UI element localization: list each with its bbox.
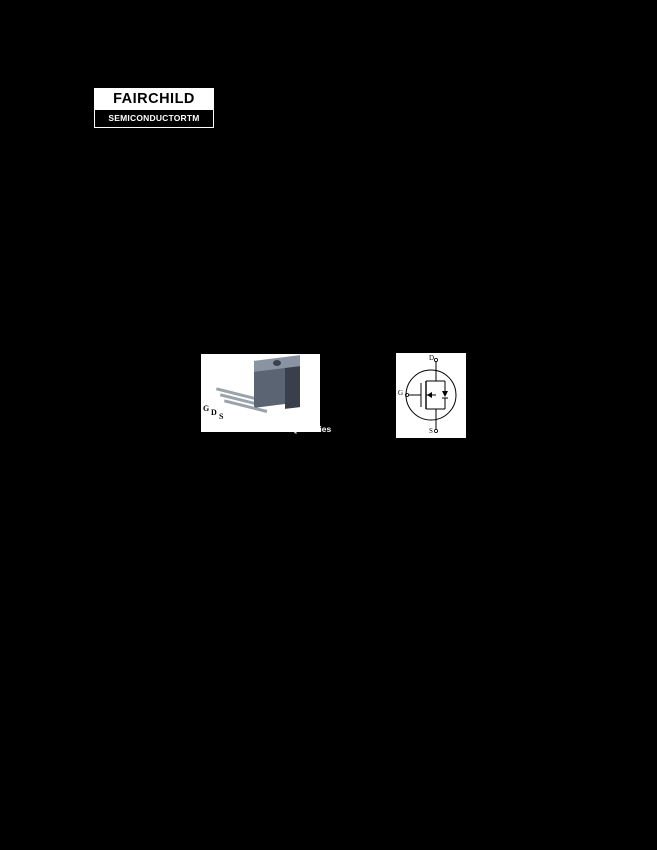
table-cell: VDSS — [95, 485, 138, 499]
mosfet-symbol — [396, 353, 466, 438]
table-cell: 6.0 — [438, 555, 487, 569]
description-text: These N-Channel enhancement mode power field effect transistors are produced using Fairchild's proprietary, planar stripe, DMOS technology. This advanced technology has been especially tailored to minimize on-state resistance, provide superior switching performance, and withstand high energy pulse in the avalanche and commutation mode. These devices are well suited for high efficiency switched mode power supplies, active power factor correction and electronic lamp ballasts. — [94, 296, 559, 359]
table-cell: IDM — [95, 513, 138, 527]
table-cell: PD — [95, 597, 138, 611]
table-cell: 500 — [438, 485, 487, 499]
table-cell: 390 — [487, 541, 536, 555]
document-header — [94, 150, 564, 360]
table-header-cell: FQPF6N50 — [487, 471, 536, 485]
logo-brand-sub — [95, 110, 213, 127]
table-cell: V — [536, 485, 564, 499]
package-pin-d-label: D — [211, 408, 217, 417]
table-cell: VGSS — [95, 527, 138, 541]
table-cell: °C — [536, 625, 564, 639]
table-row — [95, 569, 564, 583]
table-cell: Drain-Source Voltage — [137, 485, 437, 499]
table-cell: Operating and Storage Temperature Range — [137, 611, 437, 625]
table-cell: EAS — [95, 541, 138, 555]
table-cell: 24 — [487, 513, 536, 527]
table-cell: TJ, TSTG — [95, 611, 138, 625]
table-cell: V — [536, 527, 564, 541]
table-cell: 300 — [438, 625, 487, 639]
logo-brand-sub-text: SEMICONDUCTOR — [108, 113, 187, 124]
table-cell: 6.0 — [487, 555, 536, 569]
features-heading: Features — [94, 223, 140, 235]
page-subtitle: 500V N-Channel MOSFET — [94, 192, 251, 207]
table-row — [95, 555, 564, 569]
table-cell: ± 30 — [438, 527, 487, 541]
table-header-cell: Parameter — [137, 471, 437, 485]
symbol-gate-label: G — [398, 389, 404, 397]
table-cell: dv/dt — [95, 583, 138, 597]
table-cell: 48 — [487, 597, 536, 611]
table-row — [95, 611, 564, 625]
table-cell: 6.0 — [487, 499, 536, 513]
fairchild-logo — [94, 88, 214, 128]
table-header-cell: Symbol — [95, 471, 138, 485]
table-cell: 24 — [438, 513, 487, 527]
table-cell: W — [536, 597, 564, 611]
table-cell: 6.0 — [438, 499, 487, 513]
document-date: October 2004 — [94, 150, 149, 160]
table-cell: °C — [536, 611, 564, 625]
table-cell: A — [536, 499, 564, 513]
table-cell: mJ — [536, 569, 564, 583]
table-cell: Drain Current - Pulsed — [137, 513, 437, 527]
package-side-shadow — [285, 363, 300, 409]
table-cell: A — [536, 555, 564, 569]
package-pin-s-label: S — [219, 412, 224, 421]
table-cell: -55 to +150 — [438, 611, 487, 625]
package-name-label: TO-220 — [286, 411, 319, 422]
footer-copyright: ©2004 Fairchild Semiconductor Corporation — [94, 800, 250, 809]
package-series-label: FQP Series — [286, 424, 332, 434]
table-cell: A — [536, 513, 564, 527]
table-cell: 390 — [438, 541, 487, 555]
symbol-drain-label: D — [429, 354, 435, 362]
table-cell: mJ — [536, 541, 564, 555]
table-cell: ± 30 — [487, 527, 536, 541]
table-header-row — [95, 471, 564, 485]
table-cell: 300 — [487, 625, 536, 639]
table-row — [95, 625, 564, 639]
table-row — [95, 513, 564, 527]
table-row — [95, 541, 564, 555]
table-cell: 111 — [438, 597, 487, 611]
table-cell: 4.5 — [487, 583, 536, 597]
package-mounting-hole — [273, 360, 281, 366]
table-row — [95, 583, 564, 597]
table-row — [95, 527, 564, 541]
table-row — [95, 499, 564, 513]
table-cell: Drain Current - Continuous (TC = 25°C) — [137, 499, 437, 513]
abs-max-table — [94, 470, 564, 639]
table-cell: 500 — [487, 485, 536, 499]
table-row — [95, 597, 564, 611]
table-cell: V/ns — [536, 583, 564, 597]
table-row — [95, 485, 564, 499]
abs-max-heading: Absolute Maximum Ratings — [94, 452, 239, 464]
package-pin-g-label: G — [203, 404, 210, 413]
logo-brand-text: FAIRCHILD — [113, 91, 195, 108]
table-header-cell: Units — [536, 471, 564, 485]
table-cell: 4.5 — [438, 583, 487, 597]
table-cell: Avalanche Current — [137, 555, 437, 569]
table-cell: 16 — [438, 569, 487, 583]
table-header-cell: FQP6N50 — [438, 471, 487, 485]
symbol-source-label: S — [429, 427, 433, 435]
footer-partnumber: FQP6N50/FQPF6N50 Rev. C — [458, 800, 563, 809]
table-body — [95, 485, 564, 639]
mosfet-symbol-graphic — [396, 353, 466, 438]
table-cell: EAR — [95, 569, 138, 583]
features-list: 6.0A, 500V, RDS(on) = 1.2Ω @VGS = 10 V • Low gate charge ( typical 25 nC) • Low Crss ( typical 13 pF) • Fast switching • 100% avalanche tested • Improved dv/dt capability — [94, 240, 538, 264]
description-heading: General Description — [94, 279, 199, 292]
table-cell: IAR — [95, 555, 138, 569]
page-title: FQP6N50 / FQPF6N50 — [94, 166, 291, 187]
table-cell: ID — [95, 499, 138, 513]
table-cell: Power Dissipation (TC = 25°C) — [137, 597, 437, 611]
table-cell: Gate-Source Voltage — [137, 527, 437, 541]
table-cell: Peak Diode Recovery dv/dt — [137, 583, 437, 597]
table-cell: TL — [95, 625, 138, 639]
table-cell: 16 — [487, 569, 536, 583]
logo-trademark-icon: TM — [186, 113, 200, 124]
table-cell: Single Pulsed Avalanche Energy — [137, 541, 437, 555]
logo-brand-name — [95, 89, 213, 110]
table-cell: Repetitive Avalanche Energy — [137, 569, 437, 583]
table-cell: Maximum lead temperature for soldering purposes, 1/8" from case for 5 seconds — [137, 625, 437, 639]
table-cell: -55 to +150 — [487, 611, 536, 625]
